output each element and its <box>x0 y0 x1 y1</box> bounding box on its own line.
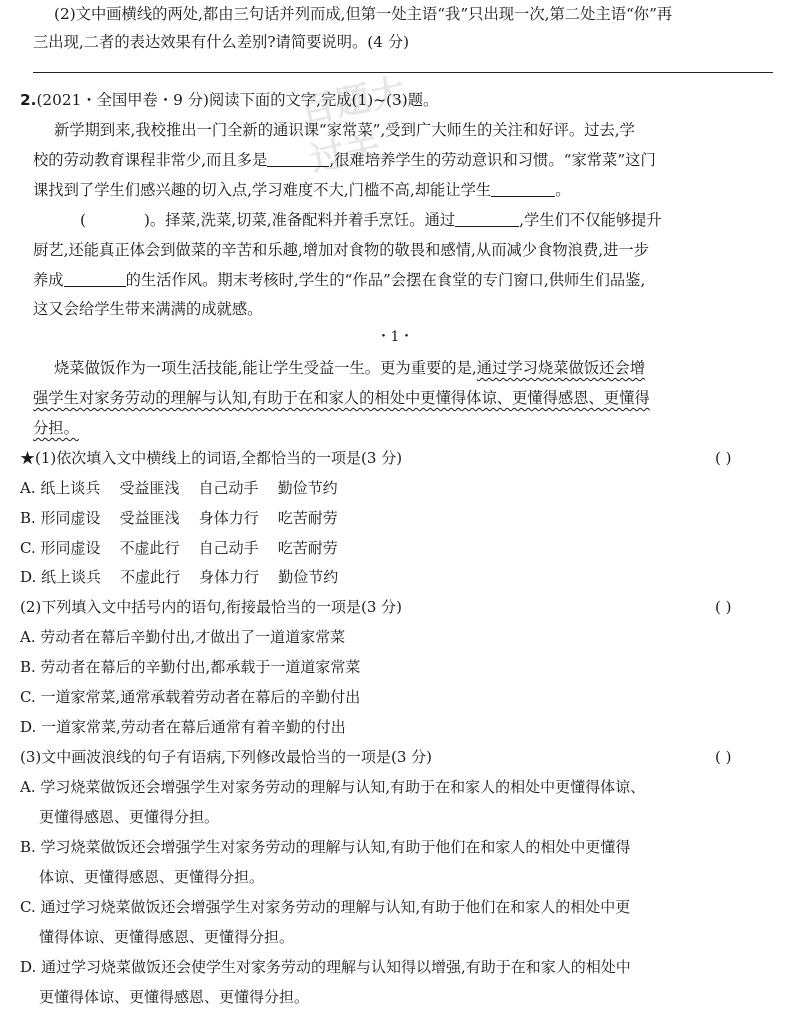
question-source: (2021・全国甲卷・9 分)阅读下面的文字,完成(1)~(3)题。 <box>36 91 439 109</box>
para2-line-3-a: 养成 <box>33 271 64 289</box>
sub3-stem: (3)文中画波浪线的句子有语病,下列修改最恰当的一项是(3 分) <box>20 748 433 766</box>
watermark-logo: 百题大过关 <box>296 70 411 181</box>
sub1-option-c: C. 形同虚设 不虚此行 自己动手 吃苦耐劳 <box>20 539 338 557</box>
para1-line-2-b: ,很难培养学生的劳动意识和习惯。“家常菜”这门 <box>329 151 656 169</box>
para1-line-2 <box>33 149 656 171</box>
sub3-option-b-1: B. 学习烧菜做饭还会增强学生对家务劳动的理解与认知,有助于他们在和家人的相处中更懂得 <box>20 838 631 856</box>
page-marker: ・1・ <box>376 329 414 345</box>
para2-line-1-b: )。择菜,洗菜,切菜,准备配料并着手烹饪。通过 <box>143 211 456 229</box>
sub3-option-c-1: C. 通过学习烧菜做饭还会增强学生对家务劳动的理解与认知,有助于他们在和家人的相处中更 <box>20 898 631 916</box>
para2-line-3 <box>33 269 645 291</box>
para3-line-1 <box>54 357 645 379</box>
prev-question-line-2: 三出现,二者的表达效果有什么差别?请简要说明。(4 分) <box>33 33 410 51</box>
blank-4 <box>64 270 126 287</box>
para2-line-1 <box>80 209 662 231</box>
para1-line-1: 新学期到来,我校推出一门全新的通识课“家常菜”,受到广大师生的关注和好评。过去,学 <box>54 121 635 139</box>
para2-line-4: 这又会给学生带来满满的成就感。 <box>33 300 263 318</box>
sub1-answer-paren: ( ) <box>715 449 732 467</box>
sub1-option-b: B. 形同虚设 受益匪浅 身体力行 吃苦耐劳 <box>20 509 338 527</box>
sub2-option-b: B. 劳动者在幕后的辛勤付出,都承载于一道道家常菜 <box>20 658 361 676</box>
para1-line-2-a: 校的劳动教育课程非常少,而且多是 <box>33 151 268 169</box>
sub2-answer-paren: ( ) <box>715 598 732 616</box>
sub3-option-a-2: 更懂得感恩、更懂得分担。 <box>39 808 220 826</box>
blank-2 <box>491 180 555 197</box>
para1-line-3 <box>33 179 571 201</box>
sub1-option-a: A. 纸上谈兵 受益匪浅 自己动手 勤俭节约 <box>20 479 338 497</box>
sub3-option-c-2: 懂得体谅、更懂得感恩、更懂得分担。 <box>39 928 295 946</box>
sub2-option-a: A. 劳动者在幕后辛勤付出,才做出了一道道家常菜 <box>20 628 346 646</box>
para3-wavy-1: 通过学习烧菜做饭还会增 <box>476 359 646 377</box>
para1-line-3-a: 课找到了学生们感兴趣的切入点,学习难度不大,门槛不高,却能让学生 <box>33 181 492 199</box>
sub3-option-d-1: D. 通过学习烧菜做饭还会使学生对家务劳动的理解与认知得以增强,有助于在和家人的相处中 <box>20 958 631 976</box>
sub1-stem <box>20 447 402 469</box>
sub3-option-a-1: A. 学习烧菜做饭还会增强学生对家务劳动的理解与认知,有助于在和家人的相处中更懂得体谅、 <box>20 778 646 796</box>
bracket-open: ( <box>80 211 86 229</box>
question-header <box>20 89 438 111</box>
sub2-stem: (2)下列填入文中括号内的语句,衔接最恰当的一项是(3 分) <box>20 598 403 616</box>
sub1-stem-text: (1)依次填入文中横线上的词语,全都恰当的一项是(3 分) <box>35 449 403 467</box>
para2-line-1-c: ,学生们不仅能够提升 <box>519 211 662 229</box>
prev-question-line-1: (2)文中画横线的两处,都由三句话并列而成,但第一处主语“我”只出现一次,第二处主语“你”再 <box>54 5 673 23</box>
para2-line-2: 厨艺,还能真正体会到做菜的辛苦和乐趣,增加对食物的敬畏和感情,从而减少食物浪费,进一步 <box>33 241 650 259</box>
para3-line-3: 分担。 <box>33 419 79 437</box>
sub2-option-c: C. 一道家常菜,通常承载着劳动者在幕后的辛勤付出 <box>20 688 361 706</box>
sub1-option-d: D. 纸上谈兵 不虚此行 身体力行 勤俭节约 <box>20 568 339 586</box>
answer-rule <box>33 72 773 73</box>
para2-line-3-b: 的生活作风。期末考核时,学生的“作品”会摆在食堂的专门窗口,供师生们品鉴, <box>125 271 646 289</box>
sub3-option-d-2: 更懂得体谅、更懂得感恩、更懂得分担。 <box>39 988 310 1006</box>
para3-line-2: 强学生对家务劳动的理解与认知,有助于在和家人的相处中更懂得体谅、更懂得感恩、更懂得 <box>33 389 650 407</box>
blank-1 <box>267 150 329 167</box>
para1-line-3-b: 。 <box>555 181 571 199</box>
sub3-answer-paren: ( ) <box>715 748 732 766</box>
sub3-option-b-2: 体谅、更懂得感恩、更懂得分担。 <box>39 868 265 886</box>
question-number: 2. <box>20 91 37 109</box>
para3-line-1-a: 烧菜做饭作为一项生活技能,能让学生受益一生。更为重要的是, <box>54 359 477 377</box>
star-icon: ★ <box>20 449 36 467</box>
sub2-option-d: D. 一道家常菜,劳动者在幕后通常有着辛勤的付出 <box>20 718 346 736</box>
blank-3 <box>455 210 519 227</box>
